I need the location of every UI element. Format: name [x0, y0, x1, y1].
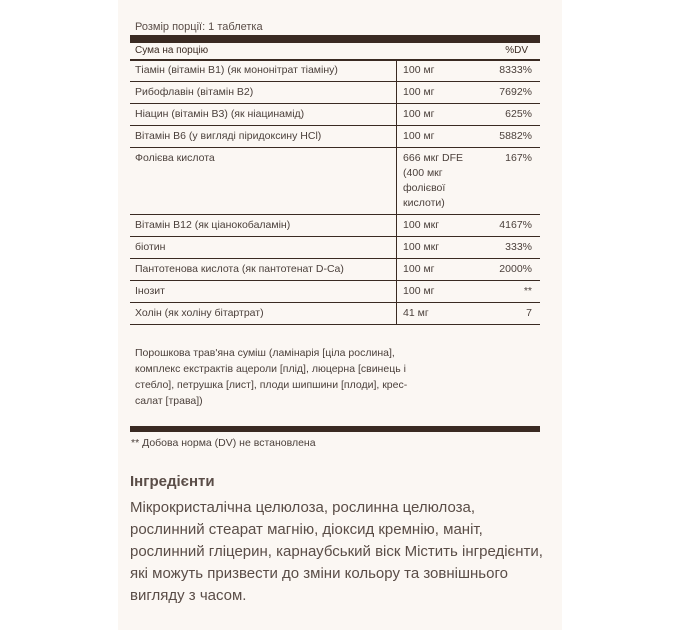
nutrient-amount: 100 мг	[397, 126, 470, 148]
table-row	[130, 237, 540, 259]
nutrient-amount: 100 мкг	[397, 237, 470, 259]
nutrient-amount: 41 мг	[397, 303, 470, 325]
table-header	[130, 43, 540, 59]
nutrient-name: Ніацин (вітамін B3) (як ніацинамід)	[130, 104, 397, 126]
nutrient-name: Вітамін B6 (у вигляді піридоксину HCl)	[130, 126, 397, 148]
table-row	[130, 303, 540, 325]
nutrient-dv: 8333%	[469, 60, 540, 82]
ingredients-title: Інгредієнти	[130, 473, 215, 490]
herbal-blend: Порошкова трав'яна суміш (ламінарія [ціла рослина], комплекс екстрактів ацероли [плід], люцерна [свинець і стебло], петрушка [лист], плоди шипшини [плоди], крес-салат [трава])	[135, 347, 408, 407]
footnote: ** Добова норма (DV) не встановлена	[131, 437, 316, 449]
table-row	[130, 259, 540, 281]
nutrient-dv: 4167%	[469, 215, 540, 237]
table-row	[130, 104, 540, 126]
nutrient-amount: 666 мкг DFE (400 мкг фолієвої кислоти)	[397, 148, 470, 215]
nutrient-name: Рибофлавін (вітамін B2)	[130, 82, 397, 104]
nutrient-amount: 100 мг	[397, 60, 470, 82]
nutrient-dv: 7	[469, 303, 540, 325]
nutrient-dv: 167%	[469, 148, 540, 215]
nutrient-dv: 5882%	[469, 126, 540, 148]
nutrient-dv: 333%	[469, 237, 540, 259]
nutrient-name: біотин	[130, 237, 397, 259]
ingredients-text: Мікрокристалічна целюлоза, рослинна целюлоза, рослинний стеарат магнію, діоксид кремнію, маніт, рослинний гліцерин, карнаубський віск Містить інгредієнти, які можуть призвести до зміни кольору та зовнішнього вигляду з часом.	[130, 499, 543, 604]
nutrient-dv: **	[469, 281, 540, 303]
dv-header-label: %DV	[505, 45, 528, 56]
table-row	[130, 148, 540, 215]
nutrient-name: Вітамін B12 (як ціанокобаламін)	[130, 215, 397, 237]
top-thick-divider	[130, 35, 540, 43]
nutrient-name: Фолієва кислота	[130, 148, 397, 215]
nutrient-name: Тіамін (вітамін B1) (як мононітрат тіаміну)	[130, 60, 397, 82]
bottom-thick-divider	[130, 426, 540, 432]
nutrient-table	[130, 60, 540, 325]
table-row	[130, 215, 540, 237]
nutrient-dv: 7692%	[469, 82, 540, 104]
table-row	[130, 126, 540, 148]
table-row	[130, 60, 540, 82]
nutrient-amount: 100 мг	[397, 82, 470, 104]
table-row	[130, 82, 540, 104]
nutrient-dv: 625%	[469, 104, 540, 126]
nutrient-amount: 100 мкг	[397, 215, 470, 237]
nutrient-amount: 100 мг	[397, 259, 470, 281]
nutrient-name: Холін (як холіну бітартрат)	[130, 303, 397, 325]
table-row	[130, 281, 540, 303]
nutrient-name: Інозит	[130, 281, 397, 303]
nutrient-name: Пантотенова кислота (як пантотенат D-Ca)	[130, 259, 397, 281]
serving-size: Розмір порції: 1 таблетка	[135, 21, 263, 33]
amount-per-serving-label: Сума на порцію	[135, 45, 209, 56]
nutrient-dv: 2000%	[469, 259, 540, 281]
nutrient-amount: 100 мг	[397, 281, 470, 303]
nutrient-amount: 100 мг	[397, 104, 470, 126]
